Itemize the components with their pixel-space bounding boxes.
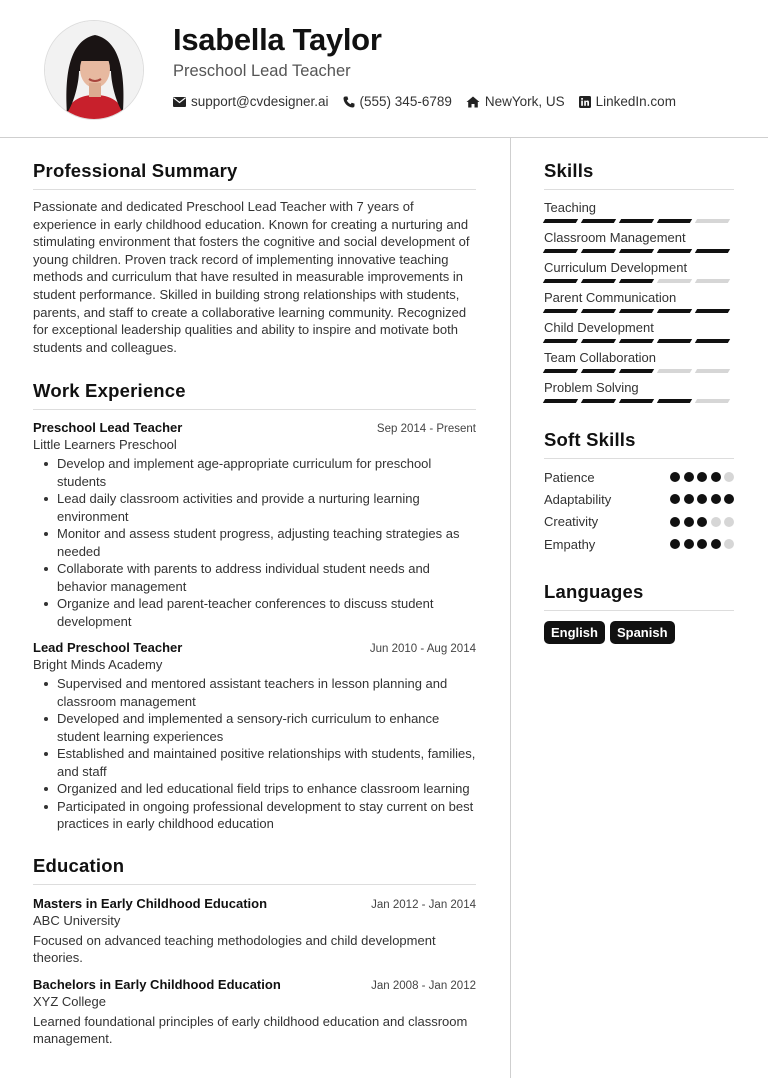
skill-level-bar [544, 249, 734, 253]
rating-dot [697, 494, 707, 504]
column-divider [510, 138, 511, 1078]
skill-level-bar [544, 339, 734, 343]
skill-level-segment [657, 339, 692, 343]
rating-dot [684, 539, 694, 549]
job-bullet: Organized and led educational field trips to enhance classroom learning [33, 780, 476, 798]
skill-level-bar [544, 279, 734, 283]
avatar [44, 20, 144, 120]
skill-level-segment [695, 249, 730, 253]
soft-skill-item [544, 466, 734, 488]
side-column [544, 160, 734, 644]
rating-dot [697, 539, 707, 549]
skills-section [544, 160, 734, 403]
skill-level-segment [581, 309, 616, 313]
skill-level-bar [544, 309, 734, 313]
rating-dot [711, 539, 721, 549]
skill-level-bar [544, 369, 734, 373]
skills-list [544, 200, 734, 403]
job-bullet: Supervised and mentored assistant teachers in lesson planning and classroom management [33, 675, 476, 710]
soft-skill-item [544, 533, 734, 555]
skill-level-segment [581, 219, 616, 223]
experience-section [33, 380, 476, 833]
contact-email[interactable] [173, 94, 329, 109]
school-name: XYZ College [33, 993, 106, 1009]
linkedin-icon [579, 96, 591, 108]
degree-title: Masters in Early Childhood Education [33, 895, 268, 911]
skill-level-segment [543, 219, 578, 223]
skill-level-segment [657, 219, 692, 223]
skill-name: Teaching [544, 200, 597, 215]
education-section [33, 855, 476, 1048]
skill-level-segment [695, 369, 730, 373]
skill-level-segment [695, 219, 730, 223]
skill-item [544, 260, 734, 283]
skill-item [544, 290, 734, 313]
job-bullet: Collaborate with parents to address individual student needs and behavior management [33, 560, 476, 595]
job-bullet: Participated in ongoing professional development to stay current on best practices in early childhood education [33, 798, 476, 833]
education-entry [33, 896, 476, 967]
job-entry [33, 640, 476, 833]
job-entry [33, 420, 476, 630]
skill-level-segment [543, 369, 578, 373]
soft-skills-list [544, 466, 734, 555]
skill-level-segment [543, 339, 578, 343]
skill-level-segment [619, 369, 654, 373]
skill-level-segment [619, 399, 654, 403]
contact-linkedin[interactable] [579, 94, 676, 109]
contact-phone-text: (555) 345-6789 [359, 94, 452, 109]
summary-title: Professional Summary [33, 160, 476, 190]
degree-description: Learned foundational principles of early childhood education and classroom management. [33, 1013, 468, 1047]
profile-photo [45, 21, 144, 120]
contact-list [173, 94, 690, 109]
rating-dot [670, 517, 680, 527]
skill-name: Team Collaboration [544, 350, 657, 365]
job-employer: Bright Minds Academy [33, 657, 163, 673]
skill-level-segment [619, 339, 654, 343]
skill-name: Curriculum Development [544, 260, 688, 275]
rating-dot [711, 517, 721, 527]
skill-level-segment [657, 249, 692, 253]
degree-description: Focused on advanced teaching methodologies and child development theories. [33, 932, 436, 966]
skill-level-segment [695, 399, 730, 403]
rating-dot [684, 472, 694, 482]
rating-dot [724, 517, 734, 527]
contact-email-text: support@cvdesigner.ai [191, 94, 329, 109]
job-employer: Little Learners Preschool [33, 437, 177, 453]
rating-dot [697, 517, 707, 527]
summary-section [33, 160, 476, 356]
job-bullet: Lead daily classroom activities and provide a nurturing learning environment [33, 490, 476, 525]
rating-dot [697, 472, 707, 482]
skill-level-bar [544, 399, 734, 403]
language-badge: English [544, 621, 605, 644]
skill-name: Classroom Management [544, 230, 686, 245]
skill-level-segment [695, 279, 730, 283]
degree-title: Bachelors in Early Childhood Education [33, 976, 281, 992]
skill-level-segment [619, 279, 654, 283]
soft-skill-rating [667, 472, 735, 482]
job-title: Preschool Lead Teacher [33, 420, 183, 436]
education-entry [33, 977, 476, 1048]
job-bullet: Developed and implemented a sensory-rich curriculum to enhance student learning experiences [33, 710, 476, 745]
phone-icon [343, 96, 355, 108]
rating-dot [711, 494, 721, 504]
soft-skills-title: Soft Skills [544, 429, 734, 459]
skill-level-segment [581, 369, 616, 373]
skill-level-segment [581, 279, 616, 283]
skill-level-segment [657, 369, 692, 373]
rating-dot [724, 472, 734, 482]
resume-header [0, 0, 768, 138]
home-icon [466, 96, 480, 108]
job-bullet: Organize and lead parent-teacher conferences to discuss student development [33, 595, 476, 630]
soft-skill-rating [667, 494, 735, 504]
rating-dot [670, 539, 680, 549]
job-bullet: Develop and implement age-appropriate curriculum for preschool students [33, 455, 476, 490]
soft-skill-name: Patience [544, 469, 595, 485]
contact-location [466, 94, 565, 109]
soft-skill-name: Adaptability [544, 491, 612, 507]
skill-item [544, 200, 734, 223]
contact-location-text: NewYork, US [484, 94, 565, 109]
candidate-name: Isabella Taylor [173, 22, 382, 57]
skill-name: Parent Communication [544, 290, 677, 305]
skill-level-segment [657, 309, 692, 313]
rating-dot [670, 494, 680, 504]
skill-level-segment [619, 219, 654, 223]
contact-phone[interactable] [343, 94, 452, 109]
school-name: ABC University [33, 912, 121, 928]
rating-dot [670, 472, 680, 482]
education-title: Education [33, 855, 476, 885]
skill-level-segment [543, 249, 578, 253]
skills-title: Skills [544, 160, 734, 190]
soft-skill-name: Empathy [544, 536, 596, 552]
envelope-icon [173, 97, 186, 107]
skill-level-segment [543, 309, 578, 313]
languages-section [544, 581, 734, 644]
soft-skills-section [544, 429, 734, 555]
skill-level-segment [695, 339, 730, 343]
rating-dot [684, 494, 694, 504]
skill-level-segment [581, 249, 616, 253]
skill-level-bar [544, 219, 734, 223]
skill-level-segment [657, 279, 692, 283]
soft-skill-rating [667, 539, 735, 549]
job-bullets [33, 675, 476, 833]
soft-skill-item [544, 488, 734, 510]
experience-title: Work Experience [33, 380, 476, 410]
skill-item [544, 320, 734, 343]
skill-item [544, 230, 734, 253]
job-bullet: Established and maintained positive relationships with students, families, and staff [33, 745, 476, 780]
job-dates: Jun 2010 - Aug 2014 [369, 643, 476, 656]
job-title: Lead Preschool Teacher [33, 640, 183, 656]
job-dates: Sep 2014 - Present [376, 423, 476, 436]
job-bullets [33, 455, 476, 630]
languages-list [544, 621, 734, 644]
skill-name: Problem Solving [544, 380, 639, 395]
skill-item [544, 350, 734, 373]
skill-item [544, 380, 734, 403]
soft-skill-name: Creativity [544, 514, 599, 530]
skill-level-segment [695, 309, 730, 313]
rating-dot [684, 517, 694, 527]
summary-text: Passionate and dedicated Preschool Lead Teacher with 7 years of experience in early childhood education. Known for creating a nurturing and stimulating environment that fosters the cognitive and social development of young children. Proven track record of implementing innovative teaching methods and curriculum that have resulted in measurable improvements in student performance. Skilled in building strong relationships with students, parents, and staff to create a collaborative learning community. Recognized for exceptional leadership qualities and ability to inspire and motivate both students and colleagues. [33, 199, 470, 355]
language-badge: Spanish [610, 621, 675, 644]
skill-level-segment [581, 339, 616, 343]
skill-level-segment [619, 249, 654, 253]
job-bullet: Monitor and assess student progress, adjusting teaching strategies as needed [33, 525, 476, 560]
skill-level-segment [619, 309, 654, 313]
rating-dot [724, 539, 734, 549]
rating-dot [711, 472, 721, 482]
rating-dot [724, 494, 734, 504]
skill-level-segment [543, 399, 578, 403]
degree-dates: Jan 2008 - Jan 2012 [371, 979, 476, 992]
skill-name: Child Development [544, 320, 654, 335]
skill-level-segment [543, 279, 578, 283]
skill-level-segment [657, 399, 692, 403]
soft-skill-rating [667, 517, 735, 527]
soft-skill-item [544, 511, 734, 533]
candidate-role: Preschool Lead Teacher [173, 62, 351, 80]
contact-linkedin-text: LinkedIn.com [595, 94, 676, 109]
languages-title: Languages [544, 581, 734, 611]
main-column [33, 160, 476, 1054]
degree-dates: Jan 2012 - Jan 2014 [371, 898, 476, 911]
skill-level-segment [581, 399, 616, 403]
